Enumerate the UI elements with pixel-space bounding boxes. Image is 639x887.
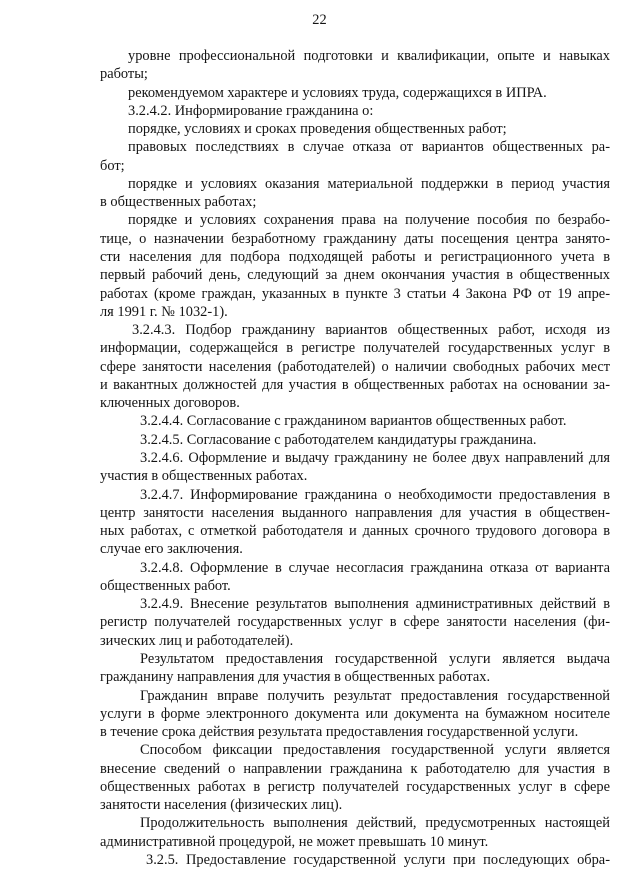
text-line: 3.2.5. Предоставление государственной услуги при последующих обра- xyxy=(146,852,610,868)
text-line: 3.2.4.8. Оформление в случае несогласия гражданина отказа от варианта xyxy=(140,560,610,576)
text-line: бот; xyxy=(100,158,125,174)
text-line: внесение сведений о направлении гражданина к работодателю для участия в xyxy=(100,761,610,777)
text-line: сфере занятости населения (работодателей) о наличии свободных рабочих мест xyxy=(100,359,610,375)
page-number: 22 xyxy=(312,12,327,28)
text-line: в течение срока действия результата предоставления государственной услуги. xyxy=(100,724,579,740)
text-line: ключенных договоров. xyxy=(100,395,240,411)
text-line: Способом фиксации предоставления государственной услуги является xyxy=(140,742,610,758)
text-line: тице, о назначении безработному гражданину даты посещения центра занято- xyxy=(100,231,610,247)
text-line: ля 1991 г. № 1032-1). xyxy=(100,304,228,320)
text-line: уровне профессиональной подготовки и квалификации, опыте и навыках xyxy=(128,48,610,64)
text-line: центр занятости населения выданного направления для участия в обществен- xyxy=(100,505,610,521)
text-line: зических лиц и работодателей). xyxy=(100,633,294,649)
text-line: Гражданин вправе получить результат предоставления государственной xyxy=(140,688,610,704)
text-line: занятости населения (физических лиц). xyxy=(100,797,343,813)
text-line: общественных работах в регистр получателей государственных услуг в сфере xyxy=(100,779,610,795)
text-line: порядке и условиях оказания материальной поддержки в период участия xyxy=(128,176,610,192)
text-line: порядке, условиях и сроках проведения общественных работ; xyxy=(128,121,507,137)
text-line: Результатом предоставления государственной услуги является выдача xyxy=(140,651,610,667)
text-line: работы; xyxy=(100,66,148,82)
text-line: 3.2.4.7. Информирование гражданина о необходимости предоставления в xyxy=(140,487,610,503)
text-line: гражданину направления для участия в общественных работах. xyxy=(100,669,491,685)
text-line: услуги в форме электронного документа или документа на бумажном носителе xyxy=(100,706,610,722)
text-line: административной процедурой, не может превышать 10 минут. xyxy=(100,834,489,850)
text-line: правовых последствиях в случае отказа от вариантов общественных ра- xyxy=(128,139,610,155)
text-line: регистр получателей государственных услуг в сфере занятости населения (фи- xyxy=(100,614,610,630)
text-line: общественных работ. xyxy=(100,578,231,594)
text-line: участия в общественных работах. xyxy=(100,468,308,484)
text-line: 3.2.4.9. Внесение результатов выполнения административных действий в xyxy=(140,596,610,612)
text-line: порядке и условиях сохранения права на получение пособия по безрабо- xyxy=(128,212,610,228)
text-line: 3.2.4.6. Оформление и выдачу гражданину не более двух направлений для xyxy=(140,450,610,466)
text-line: 3.2.4.2. Информирование гражданина о: xyxy=(128,103,374,119)
text-line: сти населения для подбора подходящей работы и регистрационного учета в xyxy=(100,249,610,265)
text-line: первый рабочий день, следующий за днем окончания участия в общественных xyxy=(100,267,610,283)
text-line: в общественных работах; xyxy=(100,194,257,210)
text-line: случае его заключения. xyxy=(100,541,243,557)
text-line: ных работах, с отметкой работодателя и данных срочного трудового договора в xyxy=(100,523,610,539)
text-line: Продолжительность выполнения действий, предусмотренных настоящей xyxy=(140,815,610,831)
text-line: 3.2.4.3. Подбор гражданину вариантов общественных работ, исходя из xyxy=(132,322,610,338)
text-line: информации, содержащейся в регистре получателей государственных услуг в xyxy=(100,340,610,356)
text-line: 3.2.4.4. Согласование с гражданином вариантов общественных работ. xyxy=(140,413,567,429)
text-line: рекомендуемом характере и условиях труда, содержащихся в ИПРА. xyxy=(128,85,547,101)
text-line: и вакантных должностей для участия в общественных работах на основании за- xyxy=(100,377,610,393)
text-line: 3.2.4.5. Согласование с работодателем кандидатуры гражданина. xyxy=(140,432,537,448)
text-line: работах (кроме граждан, указанных в пункте 3 статьи 4 Закона РФ от 19 апре- xyxy=(100,286,610,302)
